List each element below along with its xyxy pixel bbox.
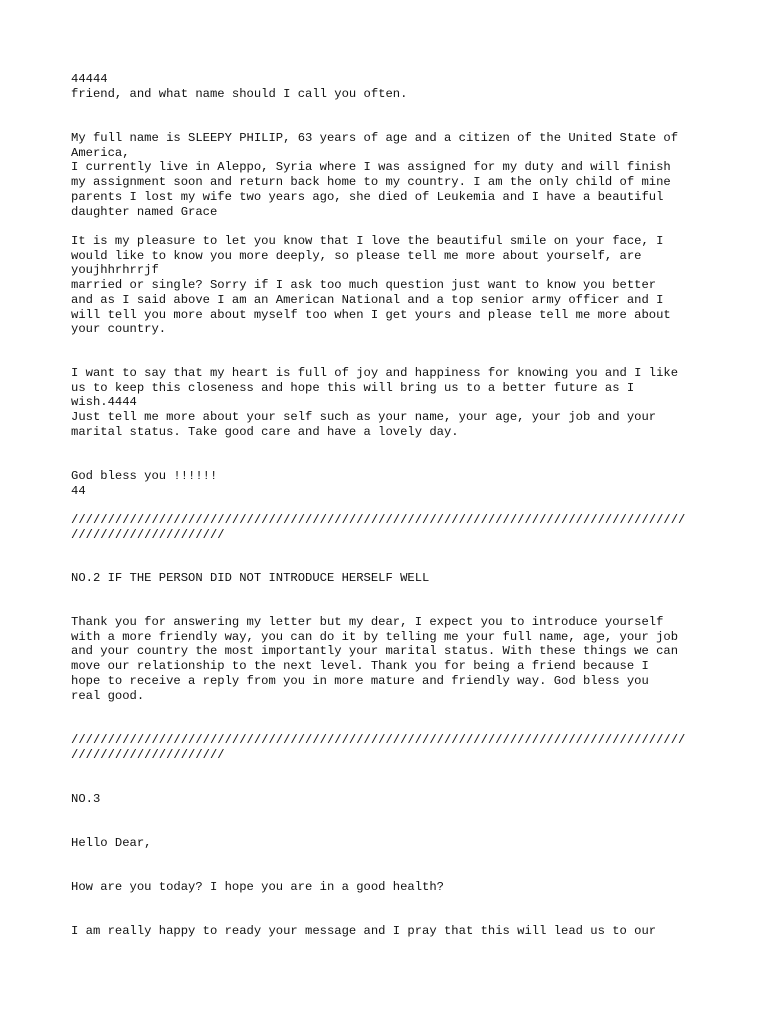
- text-line: God bless you !!!!!!: [71, 469, 218, 483]
- health-question-line: [71, 880, 711, 895]
- text-line: would like to know you more deeply, so please tell me more about yourself, are: [71, 248, 642, 263]
- separator-1: [71, 513, 711, 542]
- text-line: America,: [71, 145, 130, 160]
- text-line: daughter named Grace: [71, 204, 218, 219]
- text-line: wish.4444: [71, 395, 137, 410]
- heading-line: NO.2 IF THE PERSON DID NOT INTRODUCE HERSELF WELL: [71, 571, 430, 585]
- text-line: and as I said above I am an American National and a top senior army officer and I: [71, 292, 664, 307]
- text-line: My full name is SLEEPY PHILIP, 63 years of age and a citizen of the United State of: [71, 131, 679, 145]
- intro-block: [71, 72, 711, 101]
- separator-line: /////////////////////: [71, 527, 225, 542]
- text-line: Just tell me more about your self such as your name, your age, your job and your: [71, 410, 657, 425]
- text-line: youjhhrhrrjf: [71, 263, 159, 278]
- self-introduction-paragraph: [71, 131, 711, 219]
- text-line: will tell you more about myself too when I get yours and please tell me more about: [71, 307, 671, 322]
- text-line: with a more friendly way, you can do it by telling me your full name, age, your job: [71, 629, 679, 644]
- text-line: your country.: [71, 322, 167, 337]
- text-line: I am really happy to ready your message and I pray that this will lead us to our: [71, 924, 657, 938]
- text-line: hope to receive a reply from you in more mature and friendly way. God bless you: [71, 673, 649, 688]
- text-line: friend, and what name should I call you often.: [71, 86, 408, 101]
- reply-paragraph: [71, 615, 711, 703]
- text-line: married or single? Sorry if I ask too much question just want to know you better: [71, 278, 657, 293]
- text-line: parents I lost my wife two years ago, she died of Leukemia and I have a beautiful: [71, 189, 664, 204]
- heading-line: NO.3: [71, 792, 101, 806]
- separator-2: [71, 733, 711, 762]
- text-line: Hello Dear,: [71, 836, 152, 850]
- text-line: I want to say that my heart is full of joy and happiness for knowing you and I like: [71, 366, 679, 380]
- section-heading-no3: [71, 792, 711, 807]
- text-line: It is my pleasure to let you know that I love the beautiful smile on your face, I: [71, 234, 664, 248]
- greeting-line: [71, 836, 711, 851]
- text-line: and your country the most importantly your marital status. With these things we can: [71, 644, 679, 659]
- text-line: Thank you for answering my letter but my dear, I expect you to introduce yourself: [71, 615, 664, 629]
- text-line: real good.: [71, 688, 145, 703]
- text-line: my assignment soon and return back home to my country. I am the only child of mine: [71, 175, 671, 190]
- text-line: us to keep this closeness and hope this will bring us to a better future as I: [71, 380, 635, 395]
- closing-line: [71, 924, 711, 939]
- pleasure-paragraph: [71, 234, 711, 337]
- separator-line: ////////////////////////////////////////////////////////////////////////////////////: [71, 733, 686, 747]
- text-line: move our relationship to the next level. Thank you for being a friend because I: [71, 659, 649, 674]
- text-line: marital status. Take good care and have a lovely day.: [71, 424, 459, 439]
- text-line: I currently live in Aleppo, Syria where I was assigned for my duty and will finish: [71, 160, 671, 175]
- text-line: 44: [71, 483, 86, 498]
- separator-line: /////////////////////: [71, 747, 225, 762]
- text-line: 44444: [71, 72, 108, 86]
- joy-paragraph: [71, 366, 711, 440]
- separator-line: ////////////////////////////////////////////////////////////////////////////////////: [71, 513, 686, 527]
- text-line: How are you today? I hope you are in a good health?: [71, 880, 444, 894]
- section-heading-no2: [71, 571, 711, 586]
- blessing-block: [71, 469, 711, 498]
